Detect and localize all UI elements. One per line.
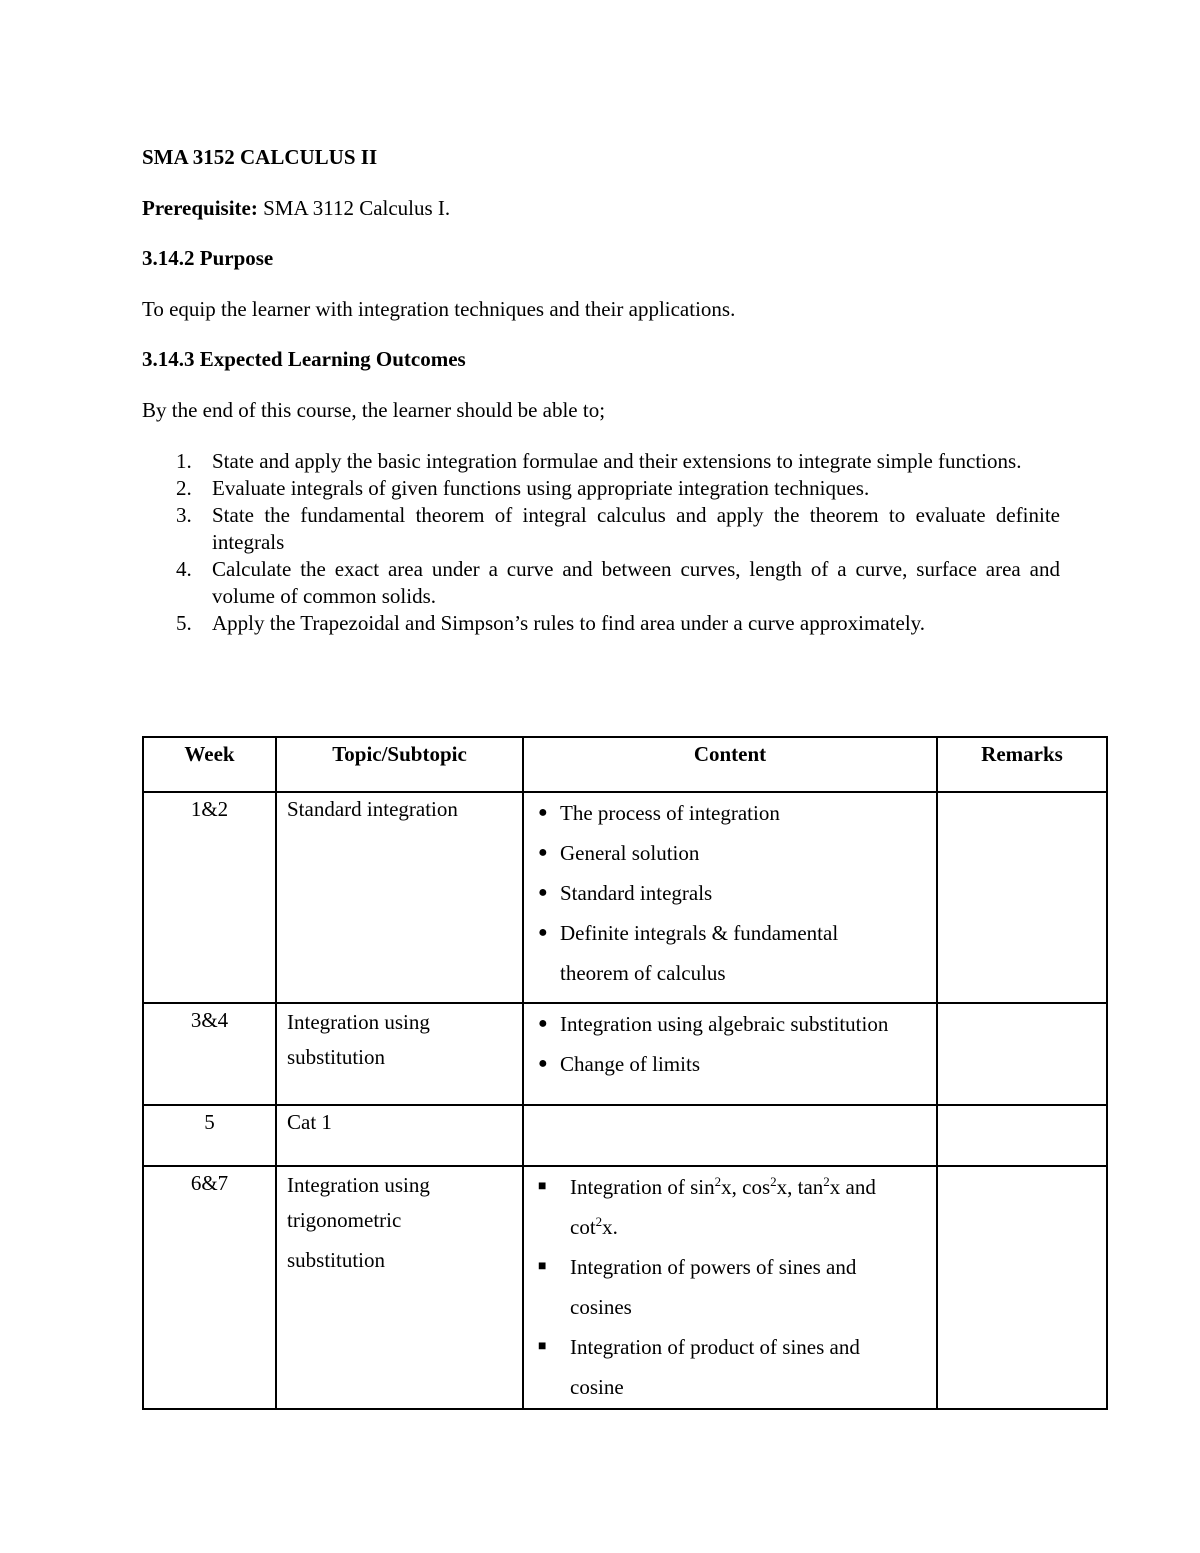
content-list	[536, 1004, 928, 1084]
outcome-text: State and apply the basic integration formulae and their extensions to integrate simple functions.	[212, 449, 1022, 473]
outcome-number: 3.	[176, 503, 192, 527]
cell-content	[523, 1105, 937, 1166]
cell-week: 6&7	[143, 1166, 276, 1409]
bullet-icon: ●	[538, 1015, 548, 1032]
content-text: Integration using algebraic substitution	[560, 1012, 889, 1036]
bullet-icon: ●	[538, 844, 548, 861]
outcome-number: 2.	[176, 476, 192, 500]
bullet-icon: ●	[538, 924, 548, 941]
cell-week: 5	[143, 1105, 276, 1166]
topic-text: substitution	[287, 1045, 386, 1069]
bullet-icon: ■	[538, 1179, 547, 1194]
header-remarks: Remarks	[937, 737, 1107, 792]
superscript: 2	[595, 1214, 603, 1229]
list-item	[536, 873, 928, 913]
list-item	[536, 1167, 928, 1247]
content-text: cosine	[570, 1375, 624, 1399]
prerequisite-value: SMA 3112 Calculus I.	[263, 196, 451, 220]
topic-text: Integration using	[287, 1173, 430, 1197]
outcome-item	[142, 556, 1060, 610]
list-item	[536, 793, 928, 833]
outcomes-heading: 3.14.3 Expected Learning Outcomes	[142, 347, 466, 371]
course-title: SMA 3152 CALCULUS II	[142, 145, 378, 169]
outcome-text: State the fundamental theorem of integral calculus and apply the theorem to evaluate definite integrals	[212, 503, 1060, 554]
table-row	[143, 1105, 1107, 1166]
bullet-icon: ●	[538, 804, 548, 821]
topic-text: Cat 1	[287, 1110, 332, 1134]
content-list	[536, 793, 928, 993]
content-text: cosines	[570, 1295, 632, 1319]
content-text: Integration of sin	[570, 1175, 715, 1199]
outcome-text: Evaluate integrals of given functions using appropriate integration techniques.	[212, 476, 870, 500]
bullet-icon: ■	[538, 1259, 547, 1274]
content-text: Change of limits	[560, 1052, 700, 1076]
bullet-icon: ●	[538, 1055, 548, 1072]
list-item	[536, 1327, 928, 1407]
outcomes-list	[142, 448, 1060, 637]
content-text: Integration of product of sines and	[570, 1335, 860, 1359]
content-list	[536, 1167, 928, 1407]
syllabus-table	[142, 736, 1108, 1410]
outcome-number: 4.	[176, 557, 192, 581]
outcome-number: 5.	[176, 611, 192, 635]
cell-remarks	[937, 1105, 1107, 1166]
cell-remarks	[937, 1166, 1107, 1409]
list-item	[536, 833, 928, 873]
cell-topic	[276, 1105, 523, 1166]
superscript: 2	[714, 1174, 722, 1189]
table-row	[143, 1003, 1107, 1105]
bullet-icon: ●	[538, 884, 548, 901]
cell-week: 1&2	[143, 792, 276, 1003]
content-text: Integration of powers of sines and	[570, 1255, 857, 1279]
cell-topic	[276, 792, 523, 1003]
cell-content	[523, 1166, 937, 1409]
outcome-item	[142, 610, 1060, 637]
cell-content	[523, 792, 937, 1003]
header-week: Week	[143, 737, 276, 792]
table-row	[143, 792, 1107, 1003]
outcome-item	[142, 475, 1060, 502]
cell-remarks	[937, 792, 1107, 1003]
topic-text: trigonometric	[287, 1208, 402, 1232]
content-text: x.	[602, 1215, 618, 1239]
list-item	[536, 1004, 928, 1044]
list-item	[536, 1044, 928, 1084]
header-topic: Topic/Subtopic	[276, 737, 523, 792]
prerequisite-label: Prerequisite:	[142, 196, 258, 220]
content-text: Standard integrals	[560, 881, 713, 905]
outcome-text: Calculate the exact area under a curve and between curves, length of a curve, surface area and volume of common solids.	[212, 557, 1060, 608]
outcome-item	[142, 448, 1060, 475]
prerequisite-line	[142, 195, 450, 221]
cell-week: 3&4	[143, 1003, 276, 1105]
header-content: Content	[523, 737, 937, 792]
cell-topic	[276, 1003, 523, 1105]
topic-text: Integration using	[287, 1010, 430, 1034]
list-item	[536, 913, 928, 993]
table-row	[143, 1166, 1107, 1409]
superscript: 2	[770, 1174, 777, 1189]
outcomes-intro: By the end of this course, the learner should be able to;	[142, 398, 606, 422]
outcome-text: Apply the Trapezoidal and Simpson’s rules to find area under a curve approximately.	[212, 611, 926, 635]
content-text: cot	[570, 1215, 596, 1239]
content-text: x and	[829, 1175, 876, 1199]
content-text: x, cos	[721, 1175, 771, 1199]
table-header-row	[143, 737, 1107, 792]
cell-content	[523, 1003, 937, 1105]
outcome-number: 1.	[176, 449, 192, 473]
cell-remarks	[937, 1003, 1107, 1105]
purpose-text: To equip the learner with integration techniques and their applications.	[142, 297, 736, 321]
content-text: Definite integrals & fundamental	[560, 921, 839, 945]
outcome-item	[142, 502, 1060, 556]
superscript: 2	[823, 1174, 830, 1189]
purpose-heading: 3.14.2 Purpose	[142, 246, 274, 270]
content-text: x, tan	[776, 1175, 824, 1199]
cell-topic	[276, 1166, 523, 1409]
bullet-icon: ■	[538, 1339, 547, 1354]
content-text: theorem of calculus	[560, 961, 726, 985]
content-text: The process of integration	[560, 801, 780, 825]
topic-text: substitution	[287, 1248, 386, 1272]
list-item	[536, 1247, 928, 1327]
topic-text: Standard integration	[287, 797, 458, 821]
content-text: General solution	[560, 841, 700, 865]
